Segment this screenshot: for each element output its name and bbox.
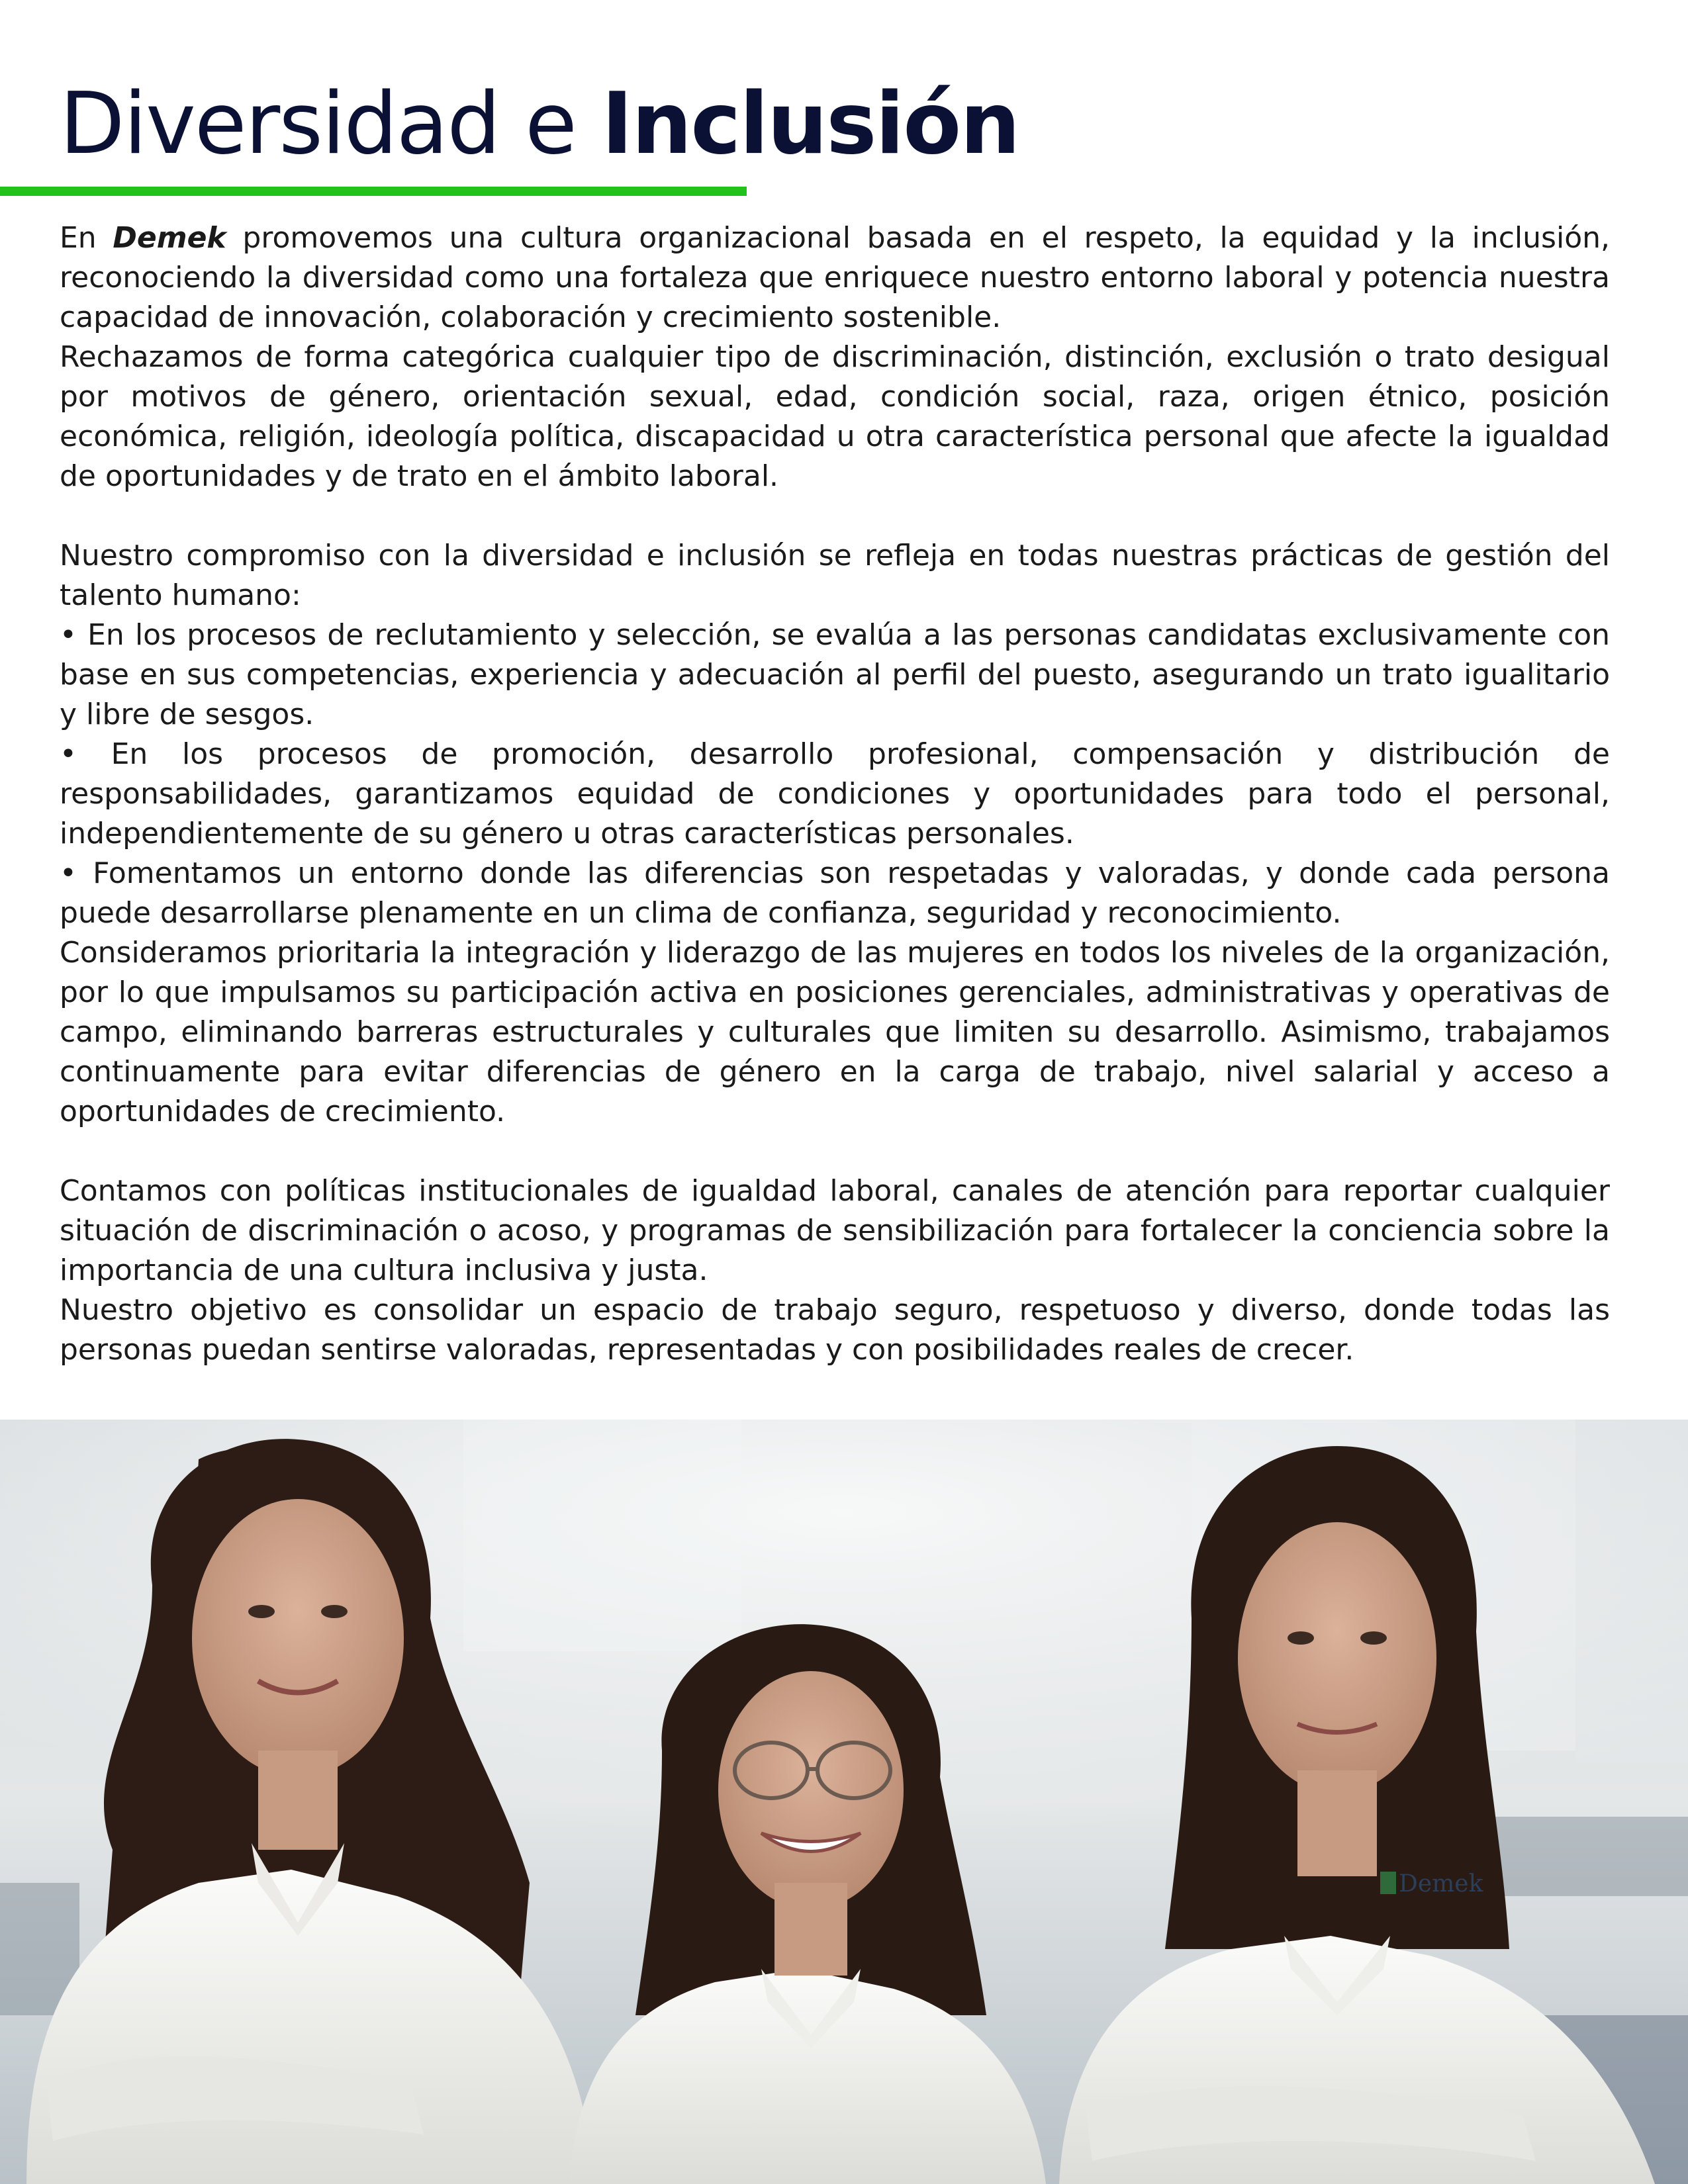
intro-paragraph xyxy=(60,218,1610,338)
team-photo xyxy=(0,1420,1688,2184)
spacer xyxy=(60,1132,1610,1171)
intro-post: promovemos una cultura organizacional basada en el respeto, la equidad y la inclusión, reconociendo la diversidad como una fortaleza que enriquece nuestro entorno laboral y potencia nuestra capacidad de innovación, colaboración y crecimiento sostenible. xyxy=(60,221,1610,334)
women-paragraph: Consideramos prioritaria la integración y liderazgo de las mujeres en todos los niveles de la organización, por lo que impulsamos su participación activa en posiciones gerenciales, administrativas y operativas de campo, eliminando barreras estructurales y culturales que limiten su desarrollo. Asimismo, trabajamos continuamente para evitar diferencias de género en la carga de trabajo, nivel salarial y acceso a oportunidades de crecimiento. xyxy=(60,936,1610,1128)
bullet-promotion: • En los procesos de promoción, desarrollo profesional, compensación y distribución de responsabilidades, garantizamos equidad de condiciones y oportunidades para todo el personal, independientemente de su género u otras características personales. xyxy=(60,737,1610,850)
bullet-recruitment: • En los procesos de reclutamiento y selección, se evalúa a las personas candidatas exclusivamente con base en sus competencias, experiencia y adecuación al perfil del puesto, asegurando un trato igualitario y libre de sesgos. xyxy=(60,618,1610,731)
shirt-logo-text: Demek xyxy=(1399,1870,1483,1897)
rejection-paragraph: Rechazamos de forma categórica cualquier tipo de discriminación, distinción, exclusión o trato desigual por motivos de género, orientación sexual, edad, condición social, raza, origen étnico, posición económica, religión, ideología política, discapacidad u otra característica personal que afecte la igualdad de oportunidades y de trato en el ámbito laboral. xyxy=(60,340,1610,493)
policies-paragraph: Contamos con políticas institucionales de igualdad laboral, canales de atención para reportar cualquier situación de discriminación o acoso, y programas de sensibilización para fortalecer la conciencia sobre la importancia de una cultura inclusiva y justa. xyxy=(60,1174,1610,1287)
objective-paragraph: Nuestro objetivo es consolidar un espacio de trabajo seguro, respetuoso y diverso, donde todas las personas puedan sentirse valoradas, representadas y con posibilidades reales de crecer. xyxy=(60,1293,1610,1367)
title-underline xyxy=(0,187,747,196)
bullet-environment: • Fomentamos un entorno donde las diferencias son respetadas y valoradas, y donde cada persona puede desarrollarse plenamente en un clima de confianza, seguridad y reconocimiento. xyxy=(60,856,1610,930)
commitment-paragraph: Nuestro compromiso con la diversidad e inclusión se refleja en todas nuestras prácticas de gestión del talento humano: xyxy=(60,539,1610,612)
title-light: Diversidad e xyxy=(60,75,602,173)
brand-name: Demek xyxy=(113,221,226,255)
body-text xyxy=(60,218,1610,1370)
intro-pre: En xyxy=(60,221,113,255)
title-bold: Inclusión xyxy=(601,75,1019,173)
shirt-logo xyxy=(1380,1870,1484,1897)
page-title xyxy=(60,75,1019,173)
spacer xyxy=(60,496,1610,536)
